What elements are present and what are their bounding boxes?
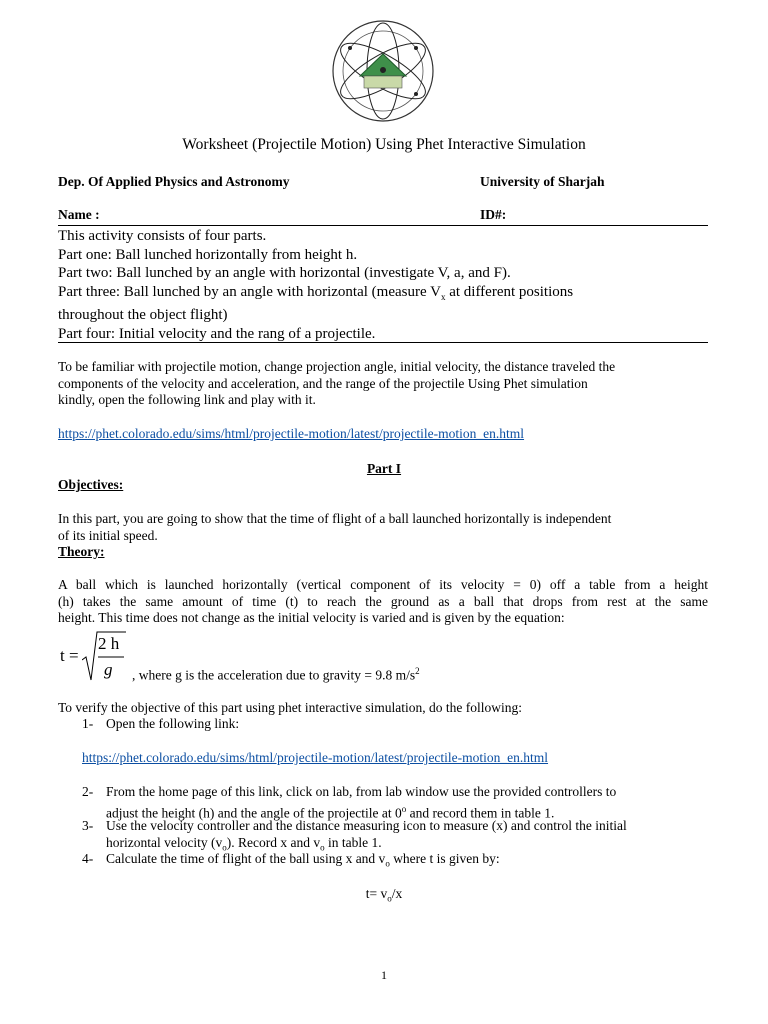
final-equation: $t= v_o/x$ (365, 886, 403, 904)
top-divider (58, 225, 708, 226)
step-2: 2- From the home page of this link, click on lab, from lab window use the provided controllers to adjust the height (h) and the angle of the projectile at 0$^o$ and record them in table 1. (82, 784, 617, 821)
verify-text: To verify the objective of this part using phet interactive simulation, do the following: (58, 700, 522, 715)
activity-box (58, 227, 708, 344)
part-one-heading: Part I (366, 461, 402, 476)
objectives-label: Objectives: (58, 477, 124, 492)
name-label: Name : (58, 207, 100, 222)
equation-note: , where g is the acceleration due to gravity = 9.8 $m/s^2$ (132, 666, 420, 683)
theory-text: A ball which is launched horizontally (vertical component of its velocity = 0) off a table from a height (h) takes the same amount of time (t) to reach the ground as a ball that drops from rest at the same (58, 577, 708, 609)
activity-part-one: Part one: Ball lunched horizontally from height h. (58, 246, 358, 263)
step-1: 1- Open the following link: (82, 716, 240, 731)
id-label: ID#: (480, 207, 507, 222)
activity-intro: This activity consists of four parts. (58, 228, 267, 244)
activity-part-two: Part two: Ball lunched by an angle with horizontal (investigate V, a, and F). (58, 265, 511, 282)
step-4: 4- Calculate the time of flight of the ball using x and $v_o$ where t is given by: (82, 851, 500, 869)
theory-label: Theory: (58, 544, 105, 559)
objectives-text: In this part, you are going to show that the time of flight of a ball launched horizontally is independent of its initial speed. (58, 511, 612, 543)
activity-part-three: Part three: Ball lunched by an angle with horizontal (measure $V_x$ at different positions (58, 283, 574, 302)
university-name: University of Sharjah (480, 174, 605, 189)
activity-part-three-cont: throughout the object flight) (58, 307, 228, 324)
phet-link[interactable]: https://phet.colorado.edu/sims/html/projectile-motion/latest/projectile-motion_en.html (58, 426, 525, 441)
activity-part-four: Part four: Initial velocity and the rang of a projectile. (58, 325, 376, 342)
department-seal-icon (330, 18, 436, 124)
theory-text-last: height. This time does not change as the initial velocity is varied and is given by the equation: (58, 610, 565, 625)
page-number: 1 (381, 968, 387, 982)
step-3: 3- Use the velocity controller and the distance measuring icon to measure (x) and control the initial horizontal velocity $(v_o)$. Record x and $v_o$ in table 1. (82, 818, 627, 853)
bottom-divider (58, 342, 708, 343)
phet-link-step[interactable]: https://phet.colorado.edu/sims/html/projectile-motion/latest/projectile-motion_en.html (82, 750, 549, 765)
worksheet-title: Worksheet (Projectile Motion) Using Phet Interactive Simulation (182, 136, 586, 153)
time-equation: t = 2 h g (58, 630, 358, 686)
intro-paragraph: To be familiar with projectile motion, change projection angle, initial velocity, the distance traveled the components of the velocity and acceleration, and the range of the projectile Using Phet simulation kindly, open the following link and play with it. (58, 359, 616, 408)
department-name: Dep. Of Applied Physics and Astronomy (58, 174, 290, 189)
